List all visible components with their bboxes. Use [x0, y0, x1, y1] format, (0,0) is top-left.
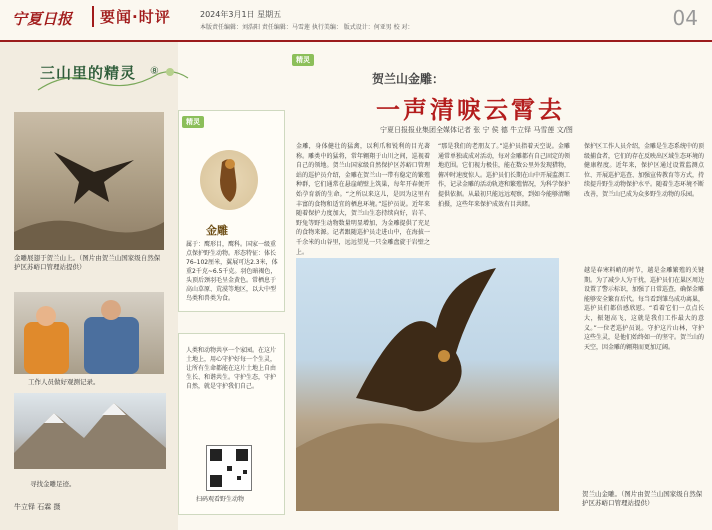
bird-name: 金雕 — [206, 224, 228, 237]
headline: 一声清唳云霄去 — [376, 95, 565, 124]
article-column-1: 金雕，身体健壮的猛禽，以利爪和锐利的目光著称。雕类中的猛将，常年翱翔于山川之间，巡视着自己的领地。贺兰山国家级自然保护区苏峪口管理站的巡护员介绍，金雕在贺兰山一带有稳定的繁殖种群，它们通常在悬崖峭壁上筑巢，每年开春便开始孕育新的生命。“之所以来这儿，是因为这里有丰富的食物和适宜的栖息环境。”巡护员说。近年来随着保护力度加大，贺兰山生态持续向好，岩羊、野兔等野生动物数量明显增加，为金雕提供了充足的食物来源。记者跟随巡护员走进山中，在海拔一千余米的山谷里，远远望见一只金雕盘旋于岩壁之上。 — [296, 143, 430, 256]
workers-figure-icon — [14, 292, 164, 374]
eagle-silhouette-icon — [14, 112, 164, 250]
newspaper-logo: 宁夏日报 — [12, 10, 73, 28]
photo-caption-3: 寻找金雕足迹。 — [30, 480, 76, 488]
golden-eagle-main-photo — [296, 258, 559, 511]
photo-caption-2: 工作人员做好观测记录。 — [28, 378, 100, 386]
bird-description: 属于：鹰形目，鹰科。国家一级重点保护野生动物。形态特征：体长76–102厘米，翼展可达2.3米，体重2千克~6.5千克。羽色暗褐色，头顶后颈羽毛呈金黄色。常栖息于高山草原、荒漠等地区，以大中型鸟类和兽类为食。 — [186, 241, 278, 302]
photo-credit: 牛立铎 石霖 摄 — [14, 503, 61, 511]
masthead — [0, 0, 712, 42]
main-photo-caption: 贺兰山金雕。（图片由贺兰山国家级自然保护区苏峪口管理站提供） — [582, 490, 703, 507]
headline-subtitle: 贺兰山金雕： — [372, 72, 445, 86]
mountain-ridge-icon — [14, 393, 166, 469]
byline: 宁夏日报报业集团全媒体记者 张 宁 侯 德 牛立铎 马雪莲 文/图 — [380, 126, 573, 134]
page-number: 04 — [672, 6, 698, 30]
issue-date: 2024年3月1日 星期五 — [200, 10, 282, 19]
snow-mountain-photo — [14, 393, 166, 469]
eagle-rock-photo — [14, 112, 164, 250]
photo-caption-1: 金雕展翅于贺兰山上。（图片由贺兰山国家级自然保护区苏峪口管理站提供） — [14, 254, 161, 271]
quote-text: 人类和动物共享一个家园。在这片土地上，用心守护好每一个生灵，让所有生命都能在这片土地上自由生长、和谐共生。守护生态，守护自然，就是守护我们自己。 — [186, 347, 277, 390]
article-column-3: 保护区工作人员介绍，金雕是生态系统中的顶级捕食者，它们的存在反映出区域生态环境的健康程度。近年来，保护区通过设置监测点位、开展巡护巡查、加强宣传教育等方式，持续提升野生动物保护水平。随着生态环境不断改善，贺兰山已成为众多野生动物的乐园。 — [584, 143, 705, 198]
series-number: ⑧ — [150, 66, 159, 77]
article-column-2: “那是我们的老朋友了。”巡护员指着天空说。金雕通常单独或成对活动，每对金雕都有自己固定的领地范围。它们视力极佳，能在数公里外发现猎物，俯冲时速度惊人。巡护员们长期在山中开展监测工作，记录金雕的活动轨迹和繁殖情况，为科学保护提供依据。从最初只能远远观察，到如今能够清晰拍摄，这些年来保护成效有目共睹。 — [438, 143, 571, 208]
eagle-icon — [200, 150, 258, 210]
flying-eagle-icon — [296, 258, 559, 511]
series-title: 三山里的精灵 — [40, 64, 137, 82]
qr-caption: 扫码观看野生动物 — [196, 496, 245, 503]
kicker-tag: 精灵 — [292, 54, 314, 66]
eagle-illustration — [200, 150, 258, 210]
section-title: 要闻·时评 — [92, 6, 171, 27]
article-column-4: 越是春寒料峭的时节，越是金雕繁殖的关键期。为了减少人为干扰，巡护员们在巢区周边设置了警示标识，加强了日常巡查，确保金雕能够安全繁育后代。每当看到雏鸟成功离巢，巡护员们都倍感欣慰。“看着它们一点点长大，振翅高飞，这就是我们工作最大的意义。”一位老巡护员说。守护这片山林，守护这些生灵，是他们始终如一的坚守。贺兰山的天空，因金雕的翱翔而更加辽阔。 — [584, 267, 705, 351]
card-tag-label: 精灵 — [182, 116, 204, 128]
workers-photo — [14, 292, 164, 374]
editor-credits: 本版责任编辑：刘浩阳 责任编辑：马雪莲 执行美编： 版式设计：何亚男 校 对： — [200, 24, 414, 31]
qr-code-icon[interactable] — [206, 445, 252, 491]
